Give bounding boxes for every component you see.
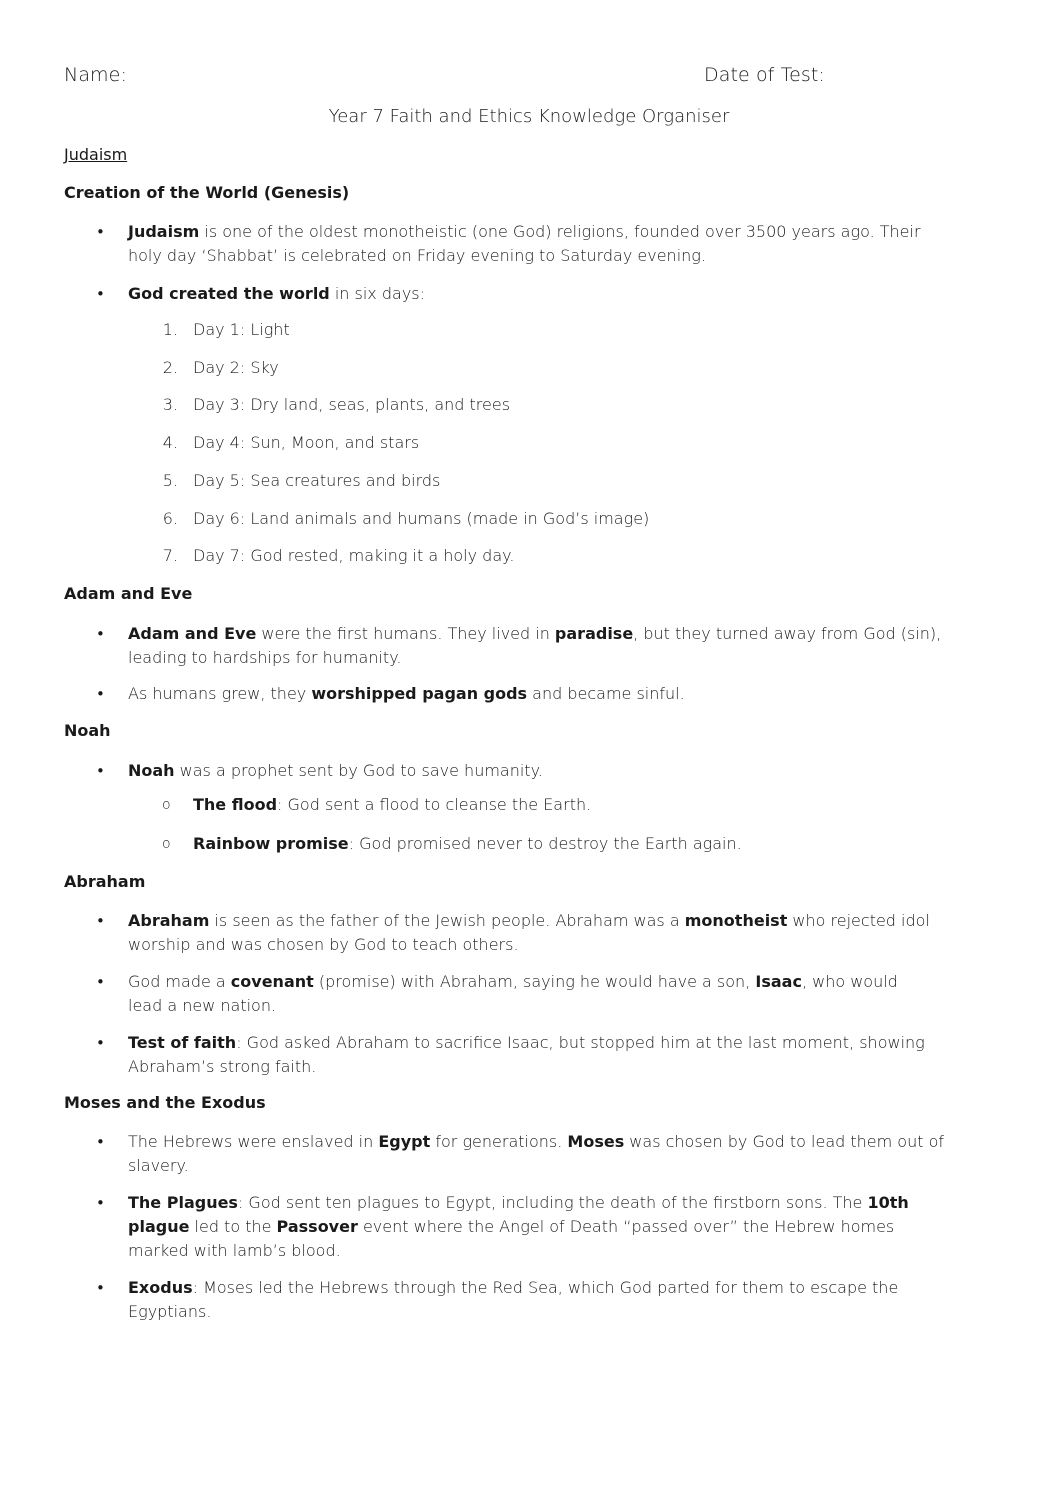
bullet-marker: • bbox=[96, 1279, 105, 1297]
moses-bullet-3: Exodus: Moses led the Hebrews through the Red Sea, which God parted for them to escape the Egyptians. bbox=[128, 1278, 899, 1321]
bullet-marker: • bbox=[96, 1034, 105, 1052]
bullet-marker: • bbox=[96, 625, 105, 643]
creation-bullet-2: God created the world in six days: bbox=[128, 284, 426, 303]
adam-bullet-2: As humans grew, they worshipped pagan gods and became sinful. bbox=[128, 684, 685, 703]
day-item: Day 7: God rested, making it a holy day. bbox=[193, 546, 515, 565]
sub-bullet-marker: o bbox=[162, 797, 171, 813]
heading-creation: Creation of the World (Genesis) bbox=[64, 183, 350, 202]
adam-bullet-1: Adam and Eve were the first humans. They lived in paradise, but they turned away from God (sin), leading to hardships for humanity. bbox=[128, 624, 942, 667]
day-item: Day 5: Sea creatures and birds bbox=[193, 471, 441, 490]
section-heading-judaism: Judaism bbox=[64, 145, 128, 164]
creation-bullet-1: Judaism is one of the oldest monotheistic (one God) religions, founded over 3500 years ago. Their holy day ‘Shabbat’ is celebrated on Friday evening to Saturday evening. bbox=[128, 222, 921, 265]
day-number: 6. bbox=[162, 509, 178, 528]
bullet-marker: • bbox=[96, 223, 105, 241]
heading-abraham: Abraham bbox=[64, 872, 146, 891]
abraham-bullet-3: Test of faith: God asked Abraham to sacrifice Isaac, but stopped him at the last moment, showing Abraham’s strong faith. bbox=[128, 1033, 925, 1076]
day-item: Day 4: Sun, Moon, and stars bbox=[193, 433, 420, 452]
day-number: 2. bbox=[162, 358, 178, 377]
day-item: Day 1: Light bbox=[193, 320, 290, 339]
heading-noah: Noah bbox=[64, 721, 111, 740]
day-number: 4. bbox=[162, 433, 178, 452]
date-of-test-label: Date of Test: bbox=[704, 64, 825, 86]
abraham-bullet-2: God made a covenant (promise) with Abraham, saying he would have a son, Isaac, who would lead a new nation. bbox=[128, 972, 898, 1015]
bullet-marker: • bbox=[96, 762, 105, 780]
page-title: Year 7 Faith and Ethics Knowledge Organiser bbox=[328, 106, 730, 127]
noah-bullet-1: Noah was a prophet sent by God to save humanity. bbox=[128, 761, 543, 780]
day-number: 3. bbox=[162, 395, 178, 414]
bullet-marker: • bbox=[96, 1194, 105, 1212]
day-item: Day 6: Land animals and humans (made in God’s image) bbox=[193, 509, 650, 528]
name-label: Name: bbox=[64, 64, 127, 86]
bullet-marker: • bbox=[96, 685, 105, 703]
noah-sub-bullet-1: The flood: God sent a flood to cleanse the Earth. bbox=[193, 795, 592, 814]
day-item: Day 3: Dry land, seas, plants, and trees bbox=[193, 395, 511, 414]
moses-bullet-2: The Plagues: God sent ten plagues to Egypt, including the death of the firstborn sons. The 10th plague led to the Passover event where the Angel of Death “passed over” the Hebrew homes marked with lamb’s blood. bbox=[128, 1193, 909, 1260]
day-item: Day 2: Sky bbox=[193, 358, 279, 377]
bullet-marker: • bbox=[96, 973, 105, 991]
moses-bullet-1: The Hebrews were enslaved in Egypt for generations. Moses was chosen by God to lead them out of slavery. bbox=[128, 1132, 945, 1175]
bullet-marker: • bbox=[96, 912, 105, 930]
heading-adam-and-eve: Adam and Eve bbox=[64, 584, 193, 603]
heading-moses-and-the-exodus: Moses and the Exodus bbox=[64, 1093, 266, 1112]
day-number: 1. bbox=[162, 320, 178, 339]
day-number: 7. bbox=[162, 546, 178, 565]
day-number: 5. bbox=[162, 471, 178, 490]
noah-sub-bullet-2: Rainbow promise: God promised never to destroy the Earth again. bbox=[193, 834, 742, 853]
abraham-bullet-1: Abraham is seen as the father of the Jewish people. Abraham was a monotheist who rejected idol worship and was chosen by God to teach others. bbox=[128, 911, 930, 954]
bullet-marker: • bbox=[96, 1133, 105, 1151]
sub-bullet-marker: o bbox=[162, 836, 171, 852]
bullet-marker: • bbox=[96, 285, 105, 303]
